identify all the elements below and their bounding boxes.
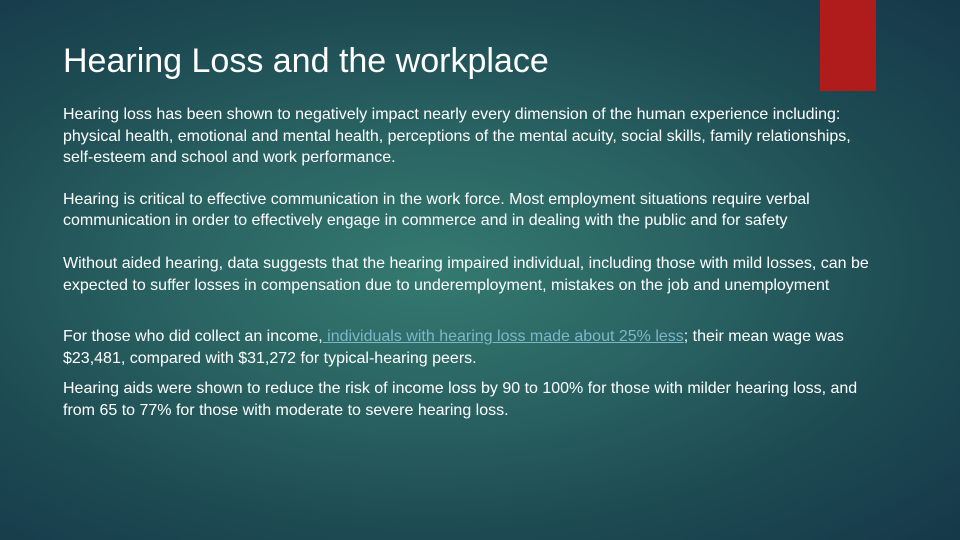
paragraph-unaided: Without aided hearing, data suggests that the hearing impaired individual, including those with mild losses, can be expected to suffer losses in compensation due to underemployment, mistakes on the job and unemployment: [63, 254, 869, 294]
income-text-before: For those who did collect an income,: [63, 328, 323, 346]
paragraph-communication: Hearing is critical to effective communication in the work force. Most employment situations require verbal communication in order to effectively engage in commerce and in dealing with the public and for safety: [63, 190, 810, 230]
slide-title: Hearing Loss and the workplace: [63, 42, 549, 80]
income-link[interactable]: individuals with hearing loss made about 25% less: [322, 328, 684, 346]
accent-bar: [820, 0, 876, 91]
slide-body: [63, 104, 873, 422]
paragraph-income: [63, 326, 873, 369]
income-text-after: ; their mean wage was $23,481, compared with $31,272 for typical-hearing peers.: [63, 328, 844, 367]
paragraph-impact: Hearing loss has been shown to negatively impact nearly every dimension of the human experience including: physical health, emotional and mental health, perceptions of the mental acuity, social skills, family relationships, self-esteem and school and work performance.: [63, 106, 851, 167]
paragraph-hearing-aids: Hearing aids were shown to reduce the risk of income loss by 90 to 100% for those with milder hearing loss, and from 65 to 77% for those with moderate to severe hearing loss.: [63, 380, 858, 419]
